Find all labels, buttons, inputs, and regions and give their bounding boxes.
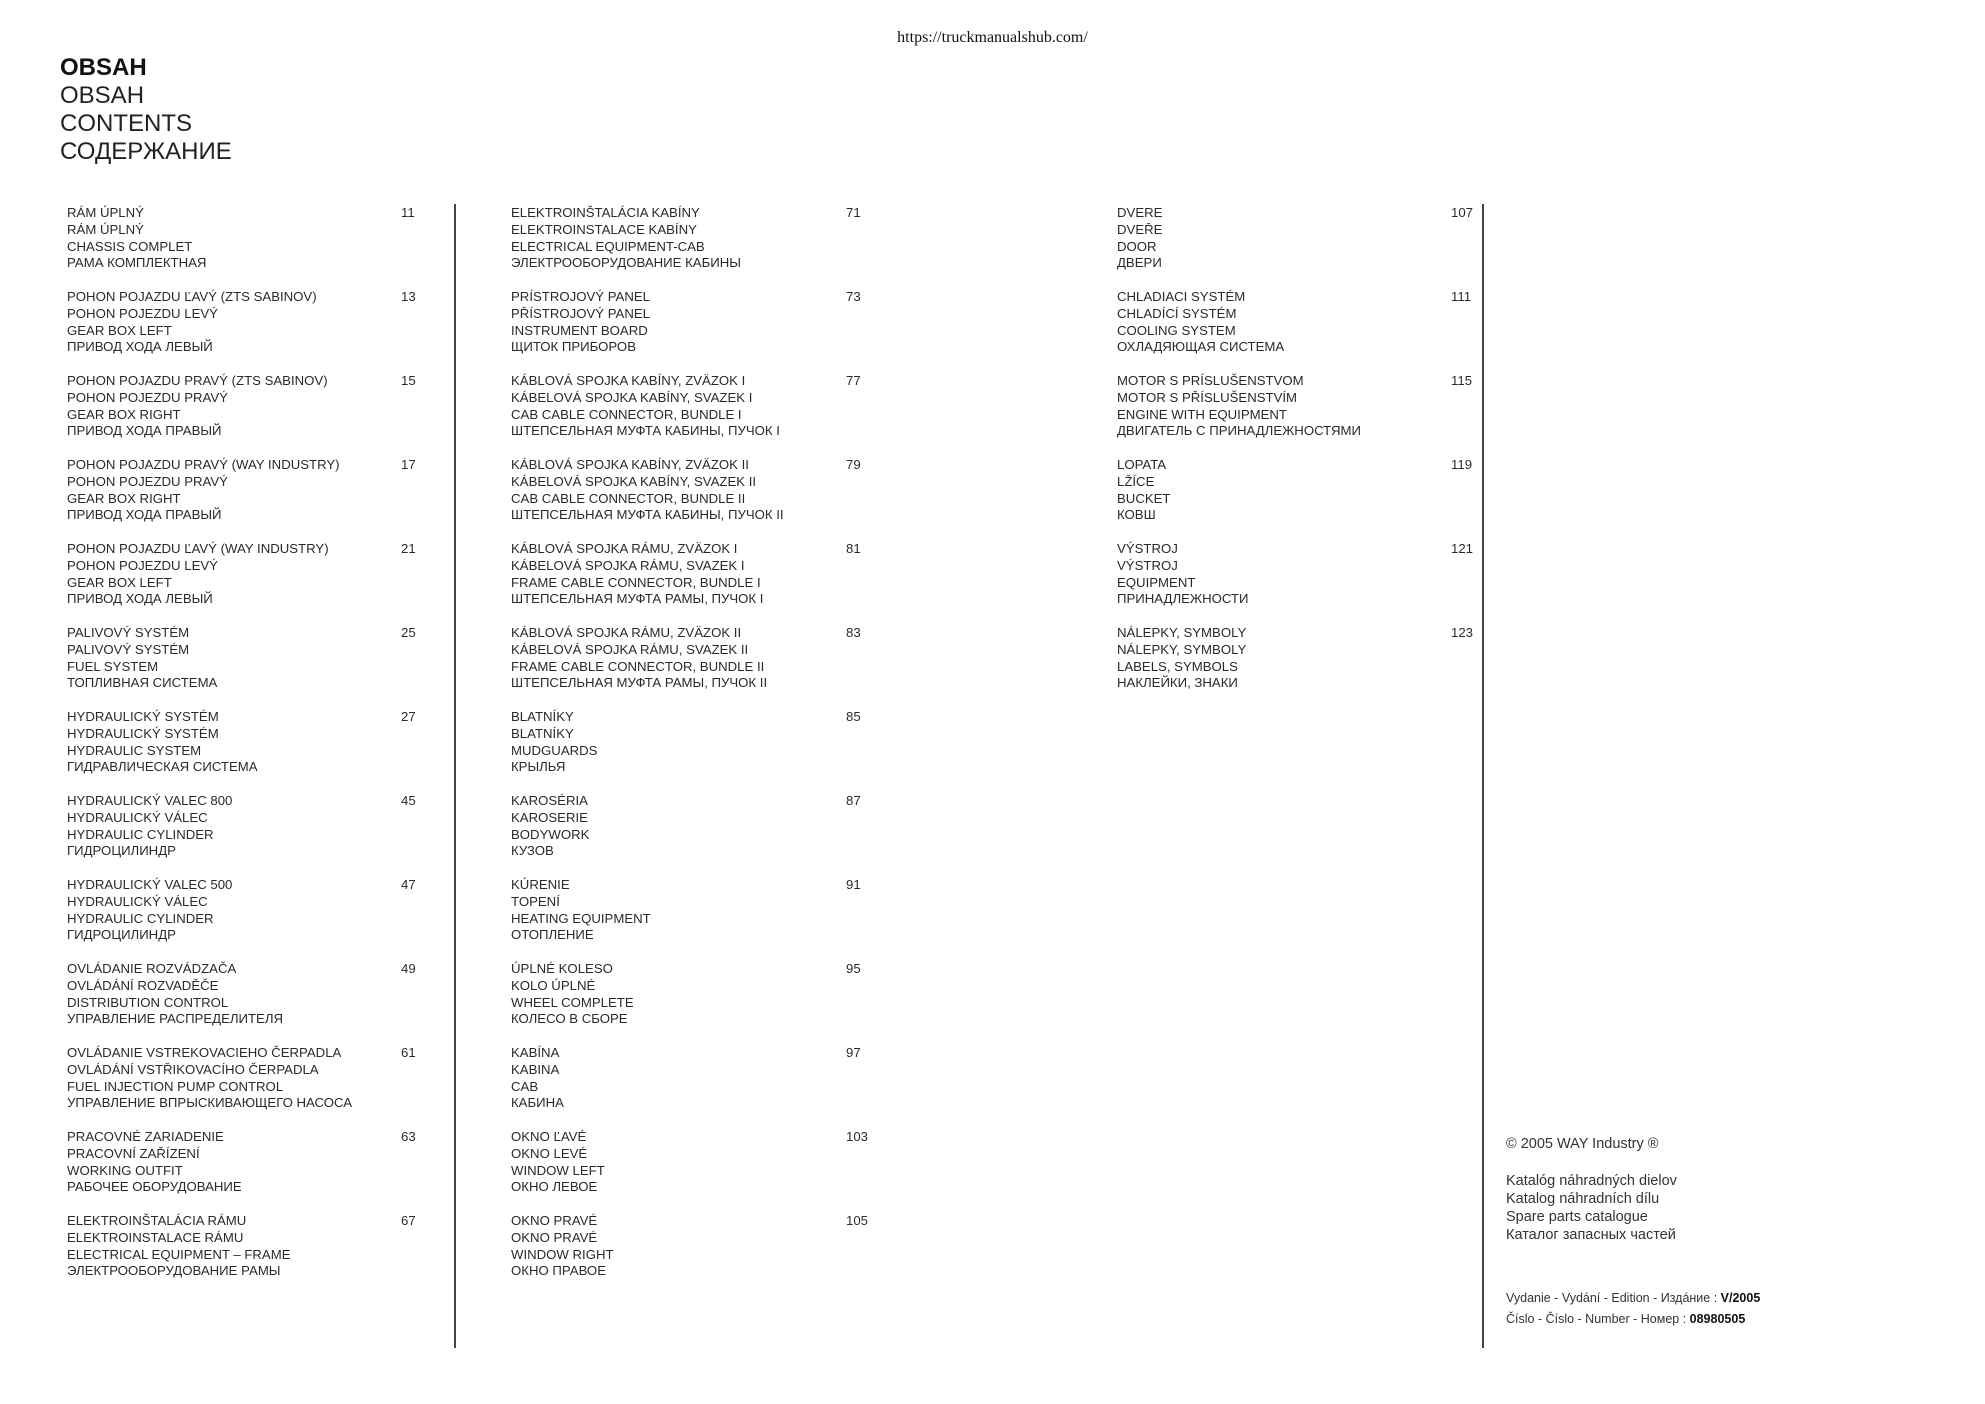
toc-entry-title: VÝSTROJ (1117, 541, 1178, 556)
toc-entry-title: OVLÁDÁNÍ ROZVADĚČE (67, 977, 219, 993)
toc-entry-title: KÁBLOVÁ SPOJKA RÁMU, ZVÄZOK I (511, 541, 738, 556)
toc-entry-title: HEATING EQUIPMENT (511, 910, 651, 926)
toc-entry-title: HYDRAULICKÝ SYSTÉM (67, 709, 219, 724)
edition-info (1506, 1288, 1760, 1330)
catalog-title-en: Spare parts catalogue (1506, 1209, 1648, 1225)
heading-title-ru: СОДЕРЖАНИЕ (60, 138, 232, 165)
toc-entry-title: HYDRAULICKÝ VÁLEC (67, 809, 208, 825)
toc-page-number: 13 (401, 289, 416, 304)
toc-entry-title: ГИДРОЦИЛИНДР (67, 927, 176, 943)
toc-entry[interactable] (1117, 289, 1477, 373)
toc-page-number: 73 (846, 289, 861, 304)
toc-entry-title: BUCKET (1117, 490, 1171, 506)
toc-entry-title: KABÍNA (511, 1045, 560, 1060)
toc-entry-title: KOLO ÚPLNÉ (511, 977, 596, 993)
toc-column-3 (1117, 205, 1477, 709)
heading-title-cz: OBSAH (60, 82, 145, 109)
toc-entry-title: KAROSERIE (511, 809, 588, 825)
catalog-title-sk: Katalóg náhradných dielov (1506, 1173, 1677, 1189)
toc-entry[interactable] (511, 1129, 871, 1213)
toc-entry-title: ГИДРОЦИЛИНДР (67, 843, 176, 859)
edition-label: Vydanie - Vydání - Edition - Издáние : (1506, 1291, 1718, 1305)
toc-entry[interactable] (67, 625, 417, 709)
heading-title-sk: OBSAH (60, 54, 147, 81)
toc-entry-title: PALIVOVÝ SYSTÉM (67, 641, 190, 657)
toc-entry-title: POHON POJEZDU LEVÝ (67, 557, 218, 573)
edition-line (1506, 1288, 1760, 1309)
toc-entry-title: НАКЛЕЙКИ, ЗНАКИ (1117, 675, 1238, 691)
toc-entry-title: ОКНО ПРАВОЕ (511, 1263, 606, 1279)
toc-entry-title: PRACOVNÍ ZAŘÍZENÍ (67, 1145, 200, 1161)
toc-entry-title: HYDRAULICKÝ VALEC 500 (67, 877, 233, 892)
toc-entry-title: OVLÁDANIE VSTREKOVACIEHO ČERPADLA (67, 1045, 342, 1060)
toc-entry-title: KÚRENIE (511, 877, 570, 892)
toc-entry-title: CHASSIS COMPLET (67, 238, 193, 254)
toc-entry[interactable] (511, 541, 871, 625)
toc-entry-title: ОКНО ЛЕВОЕ (511, 1179, 598, 1195)
toc-entry-title: FUEL SYSTEM (67, 658, 159, 674)
toc-entry-title: HYDRAULICKÝ SYSTÉM (67, 725, 219, 741)
toc-entry-title: NÁLEPKY, SYMBOLY (1117, 625, 1247, 640)
toc-page-number: 123 (1451, 625, 1474, 640)
toc-entry-title: ЭЛЕКТРООБОРУДОВАНИЕ РАМЫ (67, 1263, 281, 1279)
toc-entry-title: DVEŘE (1117, 221, 1163, 237)
toc-entry-title: KÁBELOVÁ SPOJKA RÁMU, SVAZEK II (511, 641, 749, 657)
toc-entry-title: WHEEL COMPLETE (511, 994, 634, 1010)
toc-page-number: 97 (846, 1045, 861, 1060)
toc-entry-title: KAROSÉRIA (511, 793, 588, 808)
toc-entry-title: PŘÍSTROJOVÝ PANEL (511, 305, 650, 321)
toc-entry[interactable] (1117, 205, 1477, 289)
toc-entry-title: РАБОЧЕЕ ОБОРУДОВАНИЕ (67, 1179, 242, 1195)
toc-page-number: 121 (1451, 541, 1474, 556)
toc-page-number: 11 (401, 205, 415, 220)
toc-entry-title: ШТЕПСЕЛЬНАЯ МУФТА РАМЫ, ПУЧОК I (511, 591, 764, 607)
number-label: Číslo - Číslo - Number - Номер : (1506, 1312, 1687, 1326)
toc-page-number: 107 (1451, 205, 1474, 220)
toc-entry-title: COOLING SYSTEM (1117, 322, 1236, 338)
toc-entry[interactable] (511, 373, 871, 457)
column-divider (454, 204, 456, 1348)
toc-entry-title: DISTRIBUTION CONTROL (67, 994, 229, 1010)
toc-entry-title: PALIVOVÝ SYSTÉM (67, 625, 190, 640)
toc-page-number: 47 (401, 877, 416, 892)
toc-entry[interactable] (1117, 541, 1477, 625)
toc-entry-title: PRACOVNÉ ZARIADENIE (67, 1129, 224, 1144)
toc-page-number: 21 (401, 541, 416, 556)
toc-entry[interactable] (67, 877, 417, 961)
toc-page-number: 115 (1451, 373, 1473, 388)
toc-entry-title: TOPENÍ (511, 893, 560, 909)
toc-entry[interactable] (67, 457, 417, 541)
toc-page-number: 77 (846, 373, 861, 388)
toc-entry-title: ПРИНАДЛЕЖНОСТИ (1117, 591, 1249, 607)
toc-entry[interactable] (511, 1045, 871, 1129)
toc-entry-title: GEAR BOX LEFT (67, 574, 172, 590)
toc-page-number: 45 (401, 793, 416, 808)
toc-entry-title: КАБИНА (511, 1095, 564, 1111)
toc-entry-title: ELEKTROINSTALACE KABÍNY (511, 221, 697, 237)
toc-entry[interactable] (67, 1045, 417, 1129)
toc-entry-title: РАМА КОМПЛЕКТНАЯ (67, 255, 207, 271)
toc-entry-title: KÁBELOVÁ SPOJKA KABÍNY, SVAZEK I (511, 389, 753, 405)
edition-value: V/2005 (1720, 1291, 1761, 1305)
toc-entry-title: ОТОПЛЕНИЕ (511, 927, 594, 943)
source-url: https://truckmanualshub.com/ (897, 29, 1088, 46)
toc-entry-title: CAB (511, 1078, 539, 1094)
toc-page-number: 111 (1451, 289, 1472, 304)
toc-entry-title: ДВИГАТЕЛЬ С ПРИНАДЛЕЖНОСТЯМИ (1117, 423, 1361, 439)
toc-entry-title: OVLÁDÁNÍ VSTŘIKOVACÍHO ČERPADLA (67, 1061, 319, 1077)
toc-page-number: 105 (846, 1213, 869, 1228)
toc-page-number: 15 (401, 373, 416, 388)
toc-entry-title: УПРАВЛЕНИЕ РАСПРЕДЕЛИТЕЛЯ (67, 1011, 284, 1027)
toc-entry-title: WINDOW LEFT (511, 1162, 605, 1178)
toc-entry-title: CAB CABLE CONNECTOR, BUNDLE II (511, 490, 746, 506)
toc-entry-title: CHLADIACI SYSTÉM (1117, 289, 1246, 304)
toc-entry-title: OKNO ĽAVÉ (511, 1129, 587, 1144)
toc-entry-title: KÁBELOVÁ SPOJKA KABÍNY, SVAZEK II (511, 473, 757, 489)
toc-entry[interactable] (511, 961, 871, 1045)
toc-entry-title: HYDRAULIC SYSTEM (67, 742, 202, 758)
toc-entry-title: RÁM ÚPLNÝ (67, 221, 144, 237)
toc-column-1 (67, 205, 417, 1297)
toc-entry-title: LOPATA (1117, 457, 1167, 472)
toc-entry-title: ÚPLNÉ KOLESO (511, 961, 613, 976)
toc-entry[interactable] (511, 625, 871, 709)
toc-entry-title: КОВШ (1117, 507, 1156, 523)
toc-entry[interactable] (67, 289, 417, 373)
toc-entry-title: FRAME CABLE CONNECTOR, BUNDLE I (511, 574, 761, 590)
toc-page-number: 85 (846, 709, 861, 724)
toc-entry-title: OKNO PRAVÉ (511, 1213, 598, 1228)
toc-entry-title: ELEKTROINŠTALÁCIA RÁMU (67, 1213, 247, 1228)
toc-entry-title: KÁBLOVÁ SPOJKA RÁMU, ZVÄZOK II (511, 625, 742, 640)
toc-entry-title: FUEL INJECTION PUMP CONTROL (67, 1078, 284, 1094)
toc-entry-title: POHON POJAZDU ĽAVÝ (WAY INDUSTRY) (67, 541, 329, 556)
toc-entry-title: POHON POJEZDU LEVÝ (67, 305, 218, 321)
toc-entry-title: ОХЛАДЯЮЩАЯ СИСТЕМА (1117, 339, 1285, 355)
toc-entry-title: УПРАВЛЕНИЕ ВПРЫСКИВАЮЩЕГО НАСОСА (67, 1095, 353, 1111)
toc-entry-title: DVERE (1117, 205, 1163, 220)
toc-entry-title: HYDRAULIC CYLINDER (67, 910, 214, 926)
toc-entry-title: BLATNÍKY (511, 709, 574, 724)
toc-page-number: 95 (846, 961, 861, 976)
toc-entry-title: DOOR (1117, 238, 1157, 254)
toc-entry-title: ЭЛЕКТРООБОРУДОВАНИЕ КАБИНЫ (511, 255, 741, 271)
toc-entry-title: OVLÁDANIE ROZVÁDZAČA (67, 961, 237, 976)
toc-entry[interactable] (67, 961, 417, 1045)
toc-entry-title: CHLADÍCÍ SYSTÉM (1117, 305, 1237, 321)
toc-entry[interactable] (67, 205, 417, 289)
toc-entry[interactable] (511, 877, 871, 961)
toc-entry-title: ШТЕПСЕЛЬНАЯ МУФТА КАБИНЫ, ПУЧОК I (511, 423, 780, 439)
toc-entry-title: ГИДРАВЛИЧЕСКАЯ СИСТЕМА (67, 759, 258, 775)
toc-entry-title: GEAR BOX RIGHT (67, 490, 181, 506)
toc-entry-title: HYDRAULICKÝ VALEC 800 (67, 793, 233, 808)
toc-entry-title: ЩИТОК ПРИБОРОВ (511, 339, 636, 355)
toc-entry-title: POHON POJEZDU PRAVÝ (67, 389, 228, 405)
number-value: 08980505 (1689, 1312, 1746, 1326)
toc-page-number: 63 (401, 1129, 416, 1144)
toc-entry[interactable] (67, 1213, 417, 1297)
toc-entry-title: LABELS, SYMBOLS (1117, 658, 1238, 674)
toc-entry-title: GEAR BOX RIGHT (67, 406, 181, 422)
toc-entry[interactable] (67, 373, 417, 457)
contents-heading (60, 54, 232, 166)
toc-entry-title: ENGINE WITH EQUIPMENT (1117, 406, 1287, 422)
toc-entry-title: VÝSTROJ (1117, 557, 1178, 573)
toc-entry-title: BLATNÍKY (511, 725, 574, 741)
toc-entry[interactable] (1117, 457, 1477, 541)
toc-page-number: 81 (846, 541, 861, 556)
toc-page-number: 87 (846, 793, 861, 808)
toc-entry-title: КОЛЕСО В СБОРЕ (511, 1011, 628, 1027)
toc-entry-title: ПРИВОД ХОДА ЛЕВЫЙ (67, 339, 213, 355)
toc-entry-title: ПРИВОД ХОДА ЛЕВЫЙ (67, 591, 213, 607)
toc-entry-title: CAB CABLE CONNECTOR, BUNDLE I (511, 406, 742, 422)
toc-entry-title: BODYWORK (511, 826, 590, 842)
toc-entry[interactable] (67, 1129, 417, 1213)
toc-entry-title: EQUIPMENT (1117, 574, 1196, 590)
toc-page-number: 67 (401, 1213, 416, 1228)
toc-entry[interactable] (511, 289, 871, 373)
toc-entry-title: ELEKTROINSTALACE RÁMU (67, 1229, 244, 1245)
toc-entry-title: ПРИВОД ХОДА ПРАВЫЙ (67, 423, 222, 439)
toc-entry-title: MOTOR S PRÍSLUŠENSTVOM (1117, 373, 1304, 388)
toc-entry-title: NÁLEPKY, SYMBOLY (1117, 641, 1247, 657)
toc-page-number: 27 (401, 709, 416, 724)
toc-entry-title: ELEKTROINŠTALÁCIA KABÍNY (511, 205, 700, 220)
toc-entry[interactable] (511, 1213, 871, 1297)
toc-entry-title: POHON POJAZDU ĽAVÝ (ZTS SABINOV) (67, 289, 317, 304)
toc-page-number: 103 (846, 1129, 869, 1144)
toc-entry[interactable] (67, 709, 417, 793)
toc-entry-title: LŽÍCE (1117, 473, 1155, 489)
toc-entry-title: KABINA (511, 1061, 560, 1077)
toc-entry-title: ПРИВОД ХОДА ПРАВЫЙ (67, 507, 222, 523)
toc-entry-title: OKNO PRAVÉ (511, 1229, 598, 1245)
toc-entry-title: MOTOR S PŘÍSLUŠENSTVÍM (1117, 389, 1298, 405)
toc-entry-title: ТОПЛИВНАЯ СИСТЕМА (67, 675, 218, 691)
toc-entry-title: ДВЕРИ (1117, 255, 1162, 271)
toc-entry-title: КРЫЛЬЯ (511, 759, 566, 775)
toc-entry[interactable] (67, 541, 417, 625)
toc-page-number: 119 (1451, 457, 1473, 472)
toc-entry-title: POHON POJEZDU PRAVÝ (67, 473, 228, 489)
toc-page-number: 71 (846, 205, 861, 220)
toc-page-number: 79 (846, 457, 861, 472)
copyright-notice: © 2005 WAY Industry ® (1506, 1136, 1659, 1152)
toc-page-number: 49 (401, 961, 416, 976)
toc-entry[interactable] (511, 457, 871, 541)
catalog-title (1506, 1172, 1677, 1244)
toc-entry[interactable] (511, 205, 871, 289)
toc-page-number: 83 (846, 625, 861, 640)
toc-entry-title: GEAR BOX LEFT (67, 322, 172, 338)
toc-entry[interactable] (511, 793, 871, 877)
toc-entry-title: FRAME CABLE CONNECTOR, BUNDLE II (511, 658, 765, 674)
toc-entry-title: MUDGUARDS (511, 742, 598, 758)
toc-entry-title: ШТЕПСЕЛЬНАЯ МУФТА КАБИНЫ, ПУЧОК II (511, 507, 784, 523)
toc-entry-title: KÁBLOVÁ SPOJKA KABÍNY, ZVÄZOK II (511, 457, 749, 472)
catalog-title-ru: Каталог запасных частей (1506, 1227, 1676, 1243)
toc-entry-title: RÁM ÚPLNÝ (67, 205, 144, 220)
toc-entry-title: POHON POJAZDU PRAVÝ (ZTS SABINOV) (67, 373, 328, 388)
column-divider (1482, 204, 1484, 1348)
toc-page-number: 91 (846, 877, 861, 892)
toc-entry-title: WORKING OUTFIT (67, 1162, 183, 1178)
toc-entry-title: WINDOW RIGHT (511, 1246, 614, 1262)
toc-page-number: 25 (401, 625, 416, 640)
catalog-title-cz: Katalog náhradních dílu (1506, 1191, 1660, 1207)
toc-entry-title: ШТЕПСЕЛЬНАЯ МУФТА РАМЫ, ПУЧОК II (511, 675, 768, 691)
toc-entry-title: HYDRAULICKÝ VÁLEC (67, 893, 208, 909)
toc-entry-title: HYDRAULIC CYLINDER (67, 826, 214, 842)
toc-entry-title: ELECTRICAL EQUIPMENT – FRAME (67, 1246, 291, 1262)
toc-entry-title: PRÍSTROJOVÝ PANEL (511, 289, 650, 304)
toc-entry[interactable] (511, 709, 871, 793)
toc-entry[interactable] (67, 793, 417, 877)
toc-entry-title: KÁBLOVÁ SPOJKA KABÍNY, ZVÄZOK I (511, 373, 746, 388)
toc-entry-title: КУЗОВ (511, 843, 554, 859)
toc-entry-title: INSTRUMENT BOARD (511, 322, 648, 338)
toc-entry-title: ELECTRICAL EQUIPMENT-CAB (511, 238, 705, 254)
toc-column-2 (511, 205, 871, 1297)
toc-entry[interactable] (1117, 373, 1477, 457)
number-line (1506, 1309, 1760, 1330)
toc-entry[interactable] (1117, 625, 1477, 709)
toc-page-number: 17 (401, 457, 416, 472)
toc-entry-title: OKNO LEVÉ (511, 1145, 588, 1161)
toc-entry-title: KÁBELOVÁ SPOJKA RÁMU, SVAZEK I (511, 557, 745, 573)
toc-page-number: 61 (401, 1045, 416, 1060)
toc-entry-title: POHON POJAZDU PRAVÝ (WAY INDUSTRY) (67, 457, 340, 472)
heading-title-en: CONTENTS (60, 110, 192, 137)
